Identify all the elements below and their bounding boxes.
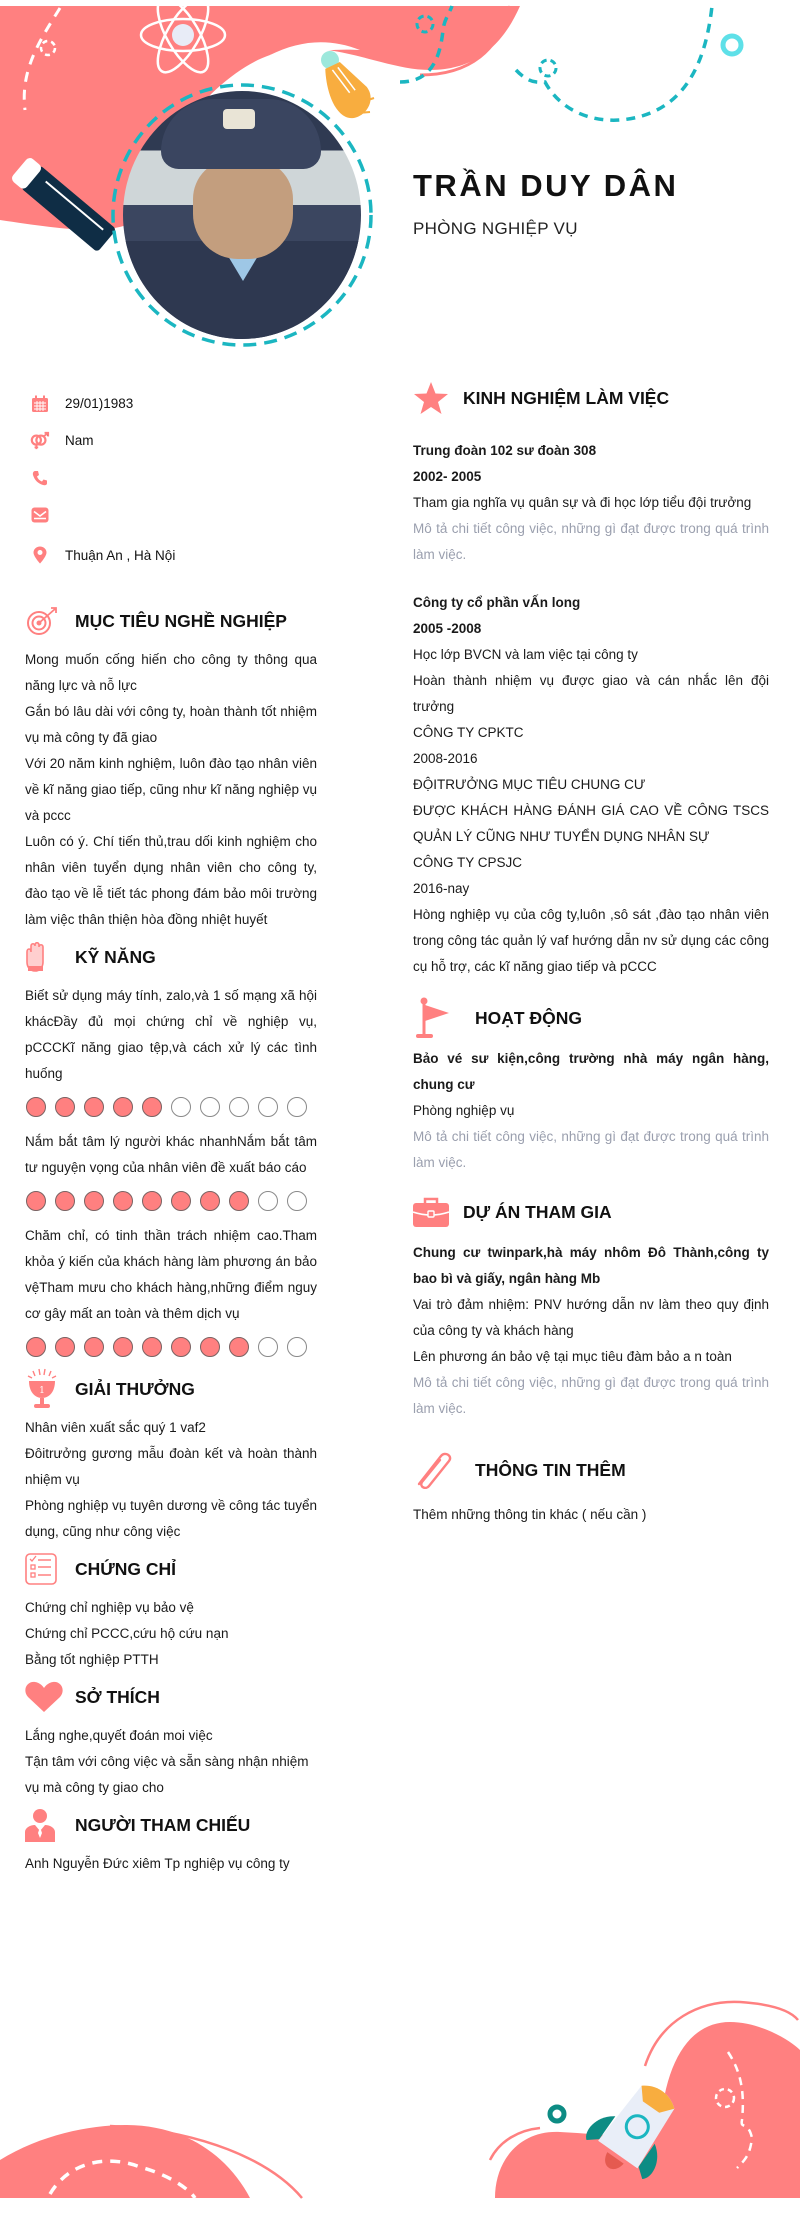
contact-gender [25,422,317,459]
section-references [25,1807,317,1877]
experience-line: Tham gia nghĩa vụ quân sự và đi học lớp tiểu đội trưởng [413,495,752,510]
project-line: Lên phương án bảo vệ tại mục tiêu đàm bảo a n toàn [413,1349,732,1364]
rating-dot-filled [113,1097,133,1117]
skill-rating [26,1097,317,1117]
paperclip-icon [413,1452,465,1488]
rating-dot-empty [287,1337,307,1357]
contact-birthday [25,385,317,422]
rating-dot-filled [26,1191,46,1211]
rating-dot-filled [26,1337,46,1357]
section-experience [413,380,769,980]
experience-company: Công ty cổ phần vẤn long [413,595,581,610]
experience-line: 2008-2016 [413,751,478,766]
candidate-name: TRẦN DUY DÂN [413,168,679,203]
section-activities [413,1000,769,1176]
section-projects [413,1194,769,1422]
section-title: NGƯỜI THAM CHIẾU [75,1814,251,1835]
experience-placeholder: Mô tả chi tiết công việc, những gì đạt được trong quá trình làm việc. [413,521,769,562]
section-title: KỸ NĂNG [75,946,156,967]
rating-dot-filled [171,1191,191,1211]
rating-dot-filled [142,1191,162,1211]
section-title: DỰ ÁN THAM GIA [463,1201,612,1222]
rating-dot-filled [142,1337,162,1357]
section-awards [25,1371,317,1545]
rating-dot-filled [142,1097,162,1117]
candidate-position: PHÒNG NGHIỆP VỤ [413,219,578,238]
svg-text:1: 1 [39,1386,45,1396]
section-title: SỞ THÍCH [75,1686,160,1707]
birthday-value: 29/01)1983 [65,396,134,411]
star-icon [413,380,453,416]
experience-line: ĐỘITRƯỞNG MỤC TIÊU CHUNG CƯ [413,777,646,792]
section-extra-info [413,1452,769,1528]
trophy-icon [25,1371,65,1407]
certificate-line: Chứng chỉ PCCC,cứu hộ cứu nạn [25,1626,229,1641]
award-line: Nhân viên xuất sắc quý 1 vaf2 [25,1420,206,1435]
rating-dot-filled [113,1191,133,1211]
experience-company: Trung đoàn 102 sư đoàn 308 [413,443,597,458]
contact-phone [25,459,317,496]
rating-dot-empty [258,1191,278,1211]
contact-email [25,496,317,533]
award-line: Phòng nghiệp vụ tuyên dương về công tác tuyển dụng, cũng như công việc [25,1498,317,1539]
objective-line: Gắn bó lâu dài với công ty, hoàn thành tốt nhiệm vụ mà công ty đã giao [25,704,317,745]
footer-decoration [0,1980,800,2224]
extra-line: Thêm những thông tin khác ( nếu cần ) [413,1507,647,1522]
rating-dot-filled [113,1337,133,1357]
skill-item [25,1129,317,1211]
briefcase-icon [413,1194,453,1230]
skill-item [25,983,317,1117]
profile-photo-frame [110,82,374,348]
certificate-line: Chứng chỉ nghiệp vụ bảo vệ [25,1600,194,1615]
activity-heading: Bảo vé sư kiện,công trường nhà máy ngân hàng, chung cư [413,1051,769,1092]
hobby-line: Lắng nghe,quyết đoán moi việc [25,1728,213,1743]
section-title: CHỨNG CHỈ [75,1558,177,1579]
experience-line: Hoàn thành nhiệm vụ được giao và cán nhắc lên đội trưởng [413,673,769,714]
flag-icon [413,1000,465,1036]
skill-text: Chăm chỉ, có tinh thần trách nhiệm cao.Tham khỏa ý kiến của khách hàng làm phương án bảo vệTham mưu cho khách hàng,những điểm nguy cơ gây mất an toàn và thêm dịch vụ [25,1228,317,1321]
phone-icon [30,468,50,488]
gender-value: Nam [65,433,94,448]
rating-dot-filled [55,1097,75,1117]
objective-line: Mong muốn cống hiến cho công ty thông qua năng lực và nỗ lực [25,652,317,693]
rating-dot-filled [229,1191,249,1211]
rating-dot-filled [200,1337,220,1357]
experience-entry [413,438,769,568]
heart-icon [25,1679,65,1715]
experience-period: 2002- 2005 [413,469,482,484]
rating-dot-empty [258,1337,278,1357]
activity-placeholder: Mô tả chi tiết công việc, những gì đạt được trong quá trình làm việc. [413,1129,769,1170]
hobby-line: Tận tâm với công việc và sẵn sàng nhận nhiệm vụ mà công ty giao cho [25,1754,309,1795]
rating-dot-filled [55,1191,75,1211]
location-icon [30,545,50,565]
rating-dot-filled [171,1337,191,1357]
contact-address [25,533,317,577]
skill-text: Biết sử dụng máy tính, zalo,và 1 số mạng xã hội khácĐầy đủ mọi chứng chỉ về nghiệp vụ, pCCCKĩ năng giao tệp,và cách xử lý các tình huống [25,988,317,1081]
ring-icon [723,36,741,54]
calendar-icon [30,394,50,414]
activity-role: Phòng nghiệp vụ [413,1103,515,1118]
experience-entry [413,590,769,980]
objective-line: Luôn có ý. Chí tiến thủ,trau dối kinh nghiệm cho nhân viên tuyển dụng nhân viên cho công ty, đào tạo về lễ tiết tác phong đám bảo môi trường làm việc thân thiện hòa đồng nhiệt huyết [25,834,317,927]
rating-dot-filled [55,1337,75,1357]
rating-dot-empty [171,1097,191,1117]
rating-dot-filled [200,1191,220,1211]
section-title: HOẠT ĐỘNG [475,1007,582,1028]
rating-dot-filled [26,1097,46,1117]
experience-line: CÔNG TY CPSJC [413,855,523,870]
rating-dot-empty [229,1097,249,1117]
section-title: THÔNG TIN THÊM [475,1459,626,1480]
skill-item [25,1223,317,1357]
section-title: KINH NGHIỆM LÀM VIỆC [463,387,670,408]
rating-dot-empty [200,1097,220,1117]
section-certificates [25,1551,317,1673]
photo-dashed-ring [110,82,374,348]
address-value: Thuận An , Hà Nội [65,547,176,563]
gender-icon [30,431,50,451]
rating-dot-filled [84,1191,104,1211]
certificate-line: Bằng tốt nghiệp PTTH [25,1652,159,1667]
reference-line: Anh Nguyễn Đức xiêm Tp nghiệp vụ công ty [25,1856,290,1871]
objective-line: Với 20 năm kinh nghiệm, luôn đào tạo nhân viên về kĩ năng giao tiếp, cũng như kĩ năng nghiệp vụ và pccc [25,756,317,823]
email-icon [30,505,50,525]
experience-period: 2005 -2008 [413,621,482,636]
experience-line: CÔNG TY CPKTC [413,725,524,740]
rating-dot-empty [287,1191,307,1211]
project-line: Vai trò đảm nhiệm: PNV hướng dẫn nv làm theo quy định của công ty và khách hàng [413,1297,769,1338]
section-skills [25,939,317,1357]
contact-list [25,385,317,577]
target-icon [25,603,65,639]
rating-dot-filled [84,1337,104,1357]
hand-icon [25,939,65,975]
experience-line: Hòng nghiệp vụ của côg ty,luôn ,sô sát ,đào tạo nhân viên trong công tác quản lý vaf hướng dẫn nv sử dụng các công cụ hỗ trợ, các kĩ năng giao tiếp và pCCC [413,907,769,974]
award-line: Đôitrưởng gương mẫu đoàn kết và hoàn thành nhiệm vụ [25,1446,317,1487]
rating-dot-filled [229,1337,249,1357]
person-icon [25,1807,65,1843]
skill-rating [26,1337,317,1357]
skill-text: Nắm bắt tâm lý người khác nhanhNắm bắt tâm tư nguyện vọng của nhân viên đề xuất báo cáo [25,1134,317,1175]
rating-dot-empty [258,1097,278,1117]
section-hobbies [25,1679,317,1801]
project-heading: Chung cư twinpark,hà máy nhôm Đô Thành,công ty bao bì và giấy, ngân hàng Mb [413,1245,769,1286]
skill-rating [26,1191,317,1211]
right-column [413,380,769,1528]
project-placeholder: Mô tả chi tiết công việc, những gì đạt được trong quá trình làm việc. [413,1375,769,1416]
experience-line: ĐƯỢC KHÁCH HÀNG ĐÁNH GIÁ CAO VỀ CÔNG TSCS QUẢN LÝ CŨNG NHƯ TUYỂN DỤNG NHÂN SỰ [413,803,769,844]
rating-dot-empty [287,1097,307,1117]
experience-line: Học lớp BVCN và lam việc tại công ty [413,647,638,662]
section-objective [25,603,317,933]
section-title: GIẢI THƯỞNG [75,1378,195,1399]
experience-line: 2016-nay [413,881,470,896]
left-column [25,385,317,1877]
checklist-icon [25,1551,65,1587]
section-title: MỤC TIÊU NGHỀ NGHIỆP [75,610,287,631]
rating-dot-filled [84,1097,104,1117]
